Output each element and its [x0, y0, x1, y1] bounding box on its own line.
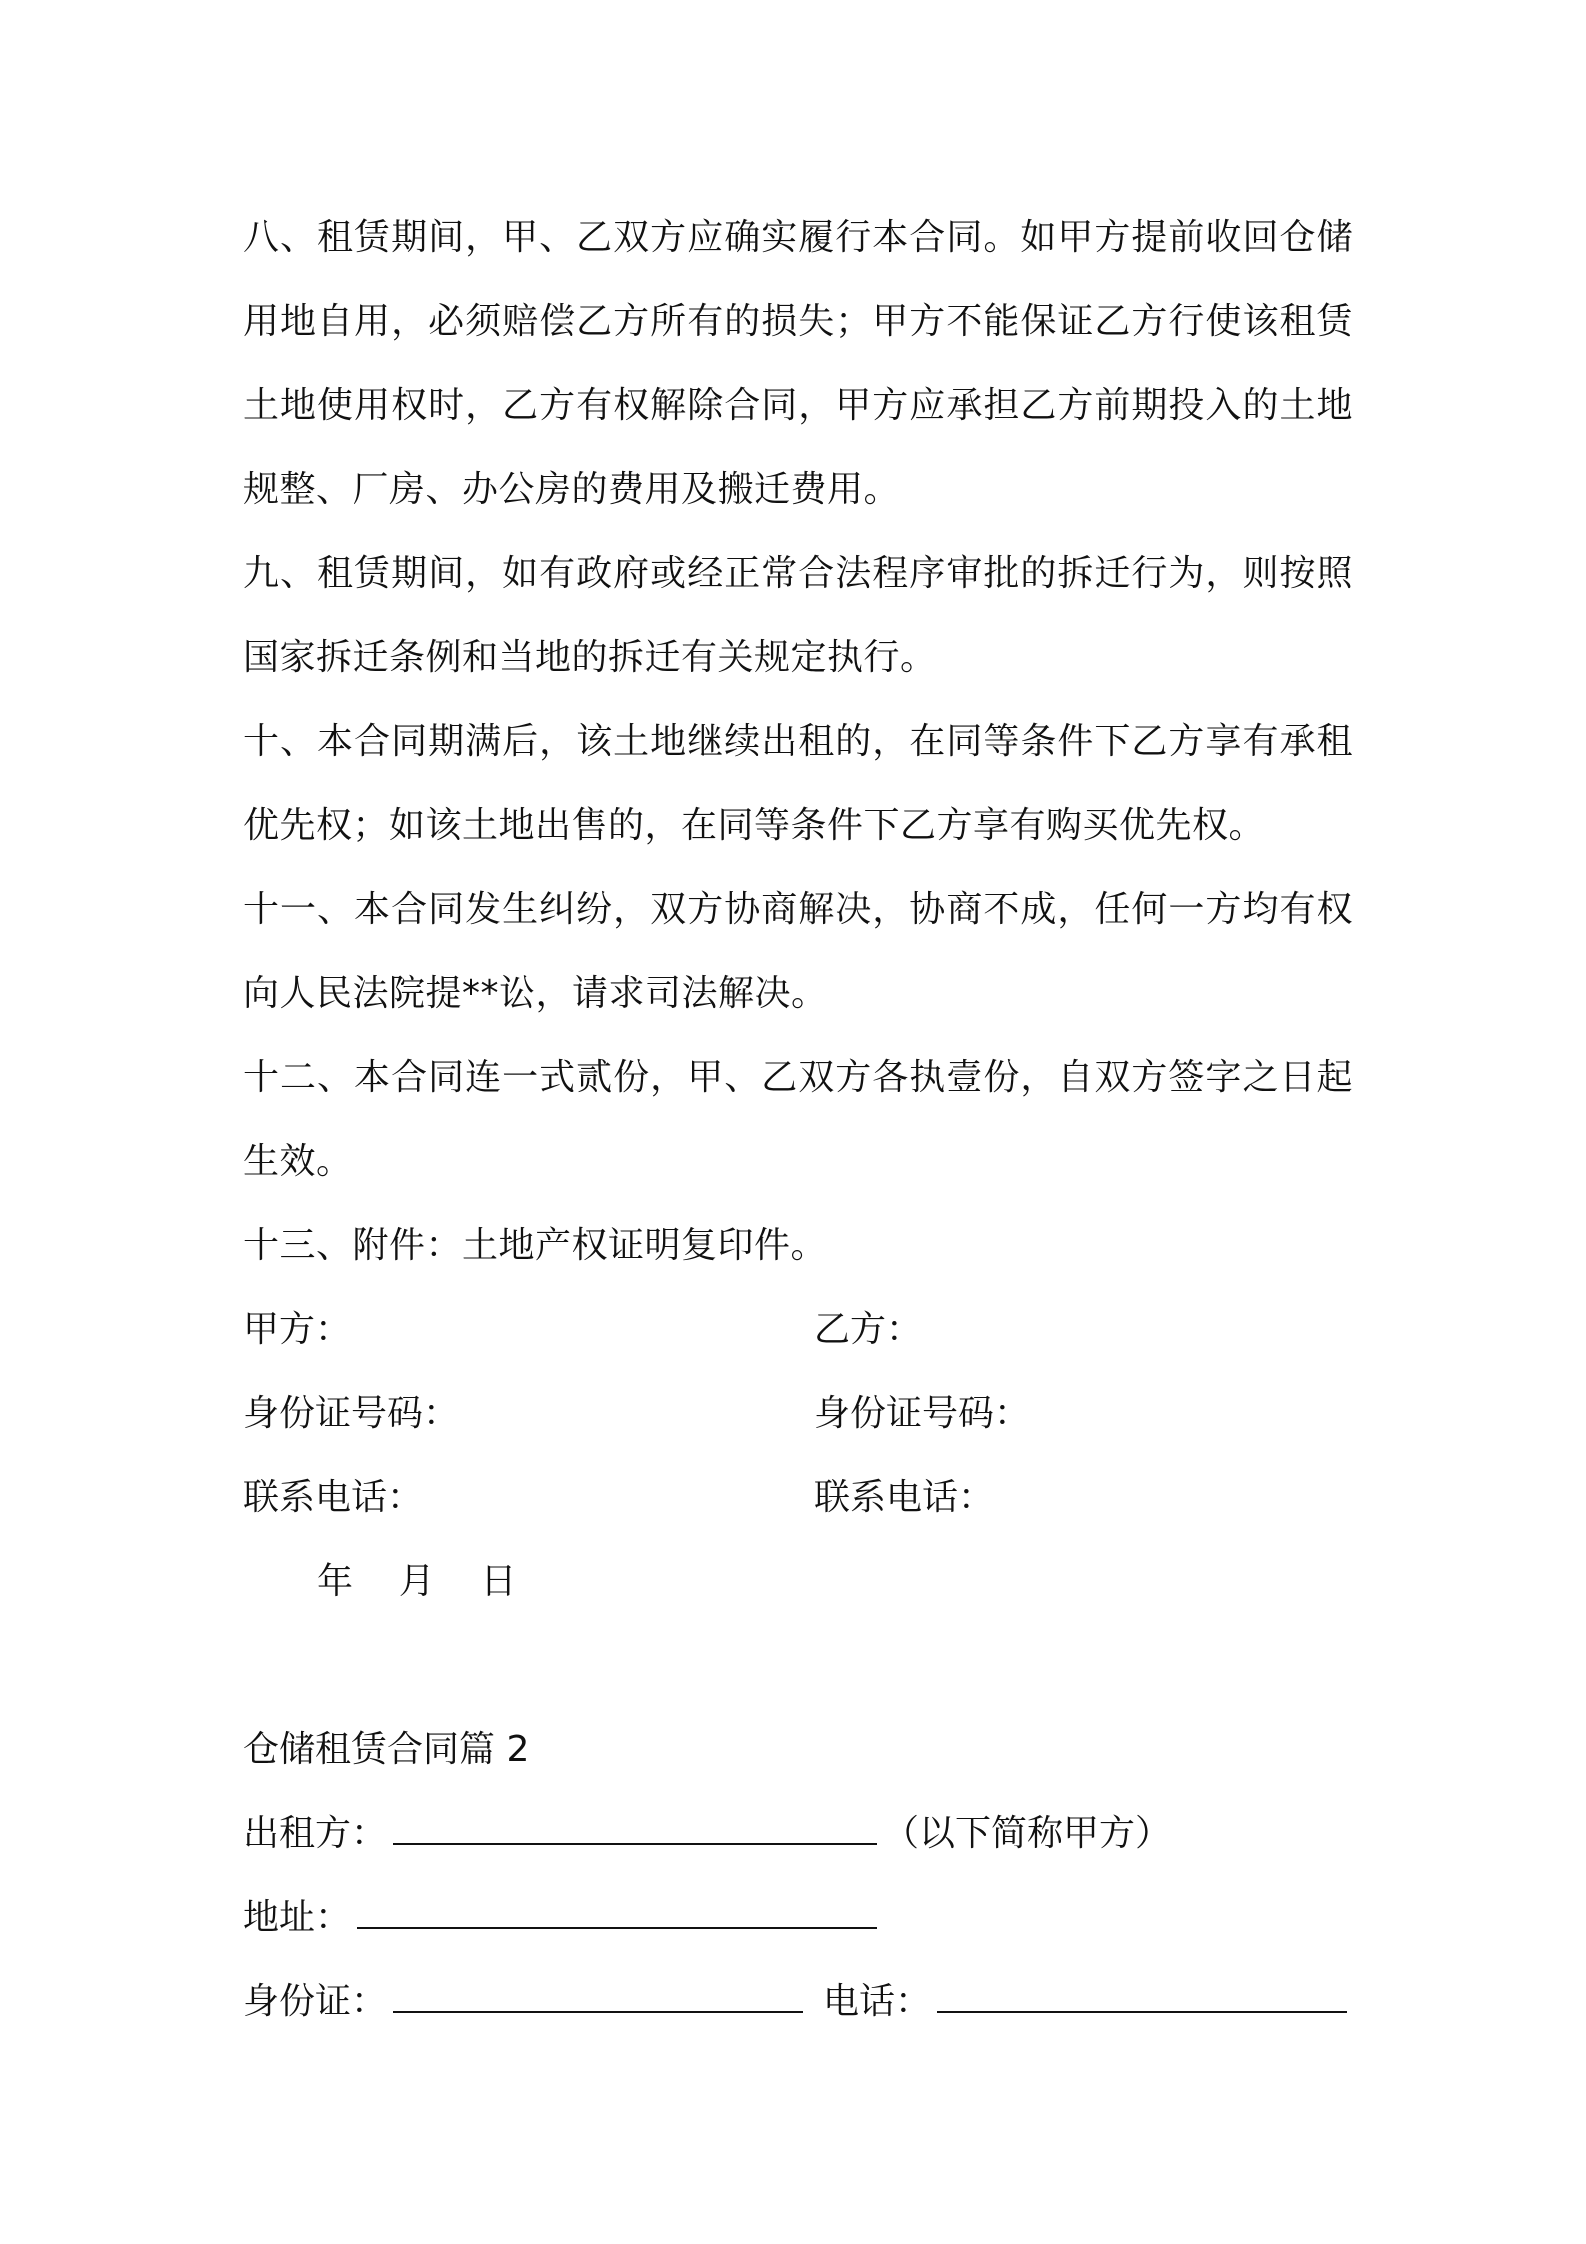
lessor-blank[interactable]	[393, 1813, 877, 1845]
lessor-row	[243, 1792, 1353, 1876]
signature-party-row	[243, 1288, 1353, 1372]
id-a-label: 身份证号码：	[243, 1393, 460, 1434]
clause-13: 十三、附件：土地产权证明复印件。	[243, 1225, 828, 1266]
phone-blank[interactable]	[937, 1981, 1347, 2013]
address-row	[243, 1876, 1353, 1960]
signature-date: 年 月 日	[317, 1561, 517, 1602]
phone-a-label: 联系电话：	[243, 1477, 424, 1518]
phone-b-label: 联系电话：	[814, 1477, 995, 1518]
document-page	[243, 196, 1353, 2044]
section2-title	[243, 1708, 1353, 1792]
party-b-label: 乙方：	[814, 1309, 923, 1350]
id-blank[interactable]	[393, 1981, 803, 2013]
section2-title-text: 仓储租赁合同篇 2	[243, 1729, 530, 1770]
address-blank[interactable]	[357, 1897, 877, 1929]
clause-12: 十二、本合同连一式贰份，甲、乙双方各执壹份，自双方签字之日起生效。	[243, 1057, 1353, 1182]
id-phone-row	[243, 1960, 1353, 2044]
lessor-suffix: （以下简称甲方）	[883, 1813, 1172, 1854]
clause-11: 十一、本合同发生纠纷，双方协商解决，协商不成，任何一方均有权向人民法院提**讼，请求司法解决。	[243, 889, 1353, 1014]
phone-label: 电话：	[823, 1981, 932, 2022]
lessor-label: 出租方：	[243, 1813, 388, 1854]
section-spacer	[243, 1624, 1353, 1708]
clause-10: 十、本合同期满后，该土地继续出租的，在同等条件下乙方享有承租优先权；如该土地出售的，在同等条件下乙方享有购买优先权。	[243, 721, 1353, 846]
signature-id-row	[243, 1372, 1353, 1456]
party-a-label: 甲方：	[243, 1309, 352, 1350]
id-label: 身份证：	[243, 1981, 388, 2022]
clause-8: 八、租赁期间，甲、乙双方应确实履行本合同。如甲方提前收回仓储用地自用，必须赔偿乙方所有的损失；甲方不能保证乙方行使该租赁土地使用权时，乙方有权解除合同，甲方应承担乙方前期投入的土地规整、厂房、办公房的费用及搬迁费用。	[243, 217, 1353, 510]
clause-9: 九、租赁期间，如有政府或经正常合法程序审批的拆迁行为，则按照国家拆迁条例和当地的拆迁有关规定执行。	[243, 553, 1353, 678]
address-label: 地址：	[243, 1897, 352, 1938]
signature-phone-row	[243, 1456, 1353, 1540]
id-b-label: 身份证号码：	[814, 1393, 1031, 1434]
